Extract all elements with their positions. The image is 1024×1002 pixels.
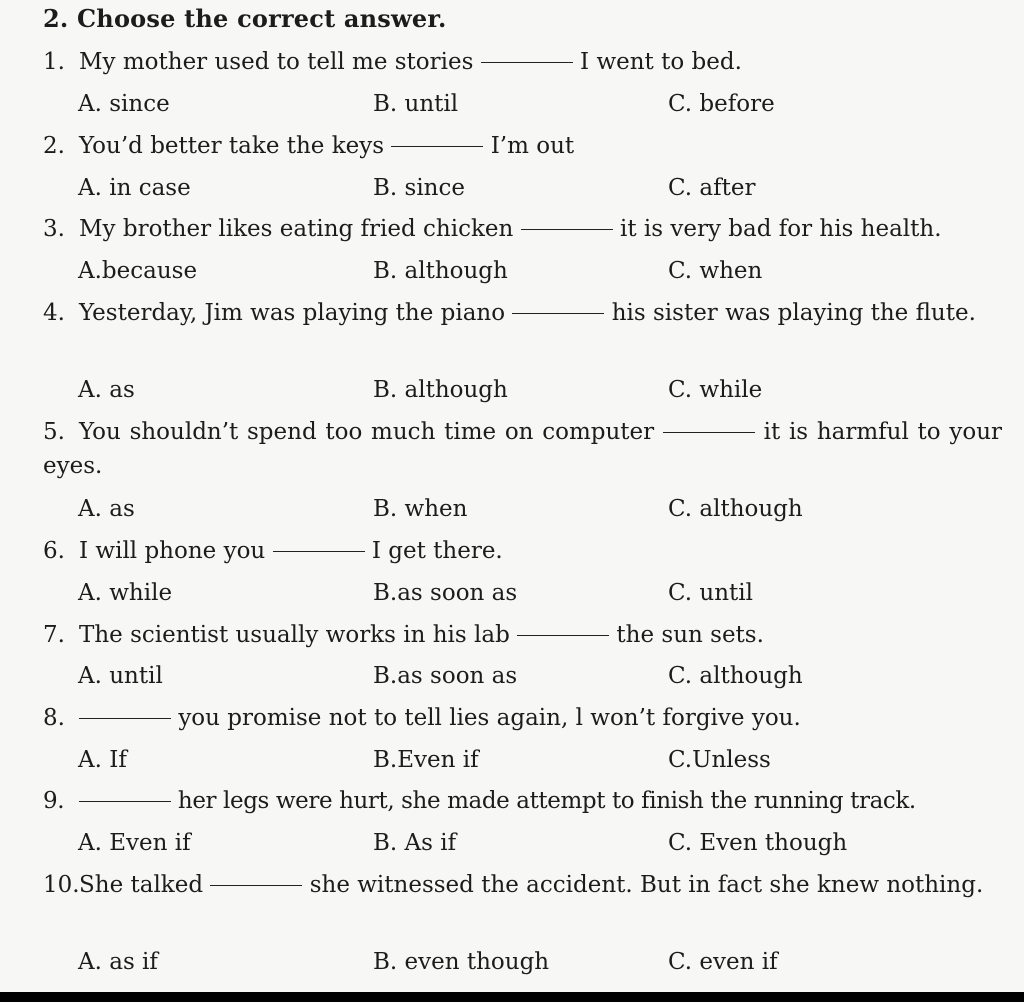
question-6 [43,534,1002,568]
option-a: A. in case [78,175,191,201]
option-b: B. although [373,377,508,403]
question-text-after: she witnessed the accident. But in fact she knew nothing. [309,872,984,898]
answer-blank [391,146,483,147]
question-number: 7. [43,622,65,648]
option-b: B. when [373,496,468,522]
question-number: 6. [43,538,65,564]
options-1 [0,87,1024,121]
question-number: 9. [43,788,65,814]
question-text-after: I get there. [371,538,503,564]
option-a: A. as [78,496,135,522]
option-a: A. Even if [78,830,191,856]
question-text-after: the sun sets. [616,622,764,648]
question-1 [43,45,1002,79]
question-7 [43,618,1002,652]
question-text-after: I’m out [490,133,575,159]
question-text-before: You’d better take the keys [79,133,385,159]
option-a: A. If [78,747,127,773]
option-c: C.Unless [668,747,771,773]
question-3 [43,212,1002,246]
question-5 [43,415,1002,483]
question-text-before: The scientist usually works in his lab [79,622,510,648]
option-c: C. even if [668,949,778,975]
option-a: A. until [78,663,163,689]
option-a: A. while [78,580,173,606]
answer-blank [512,313,604,314]
question-text-before: You shouldn’t spend too much time on computer [79,419,655,445]
option-c: C. before [668,91,775,117]
options-10 [0,945,1024,979]
exercise-heading: 2. Choose the correct answer. [43,4,447,33]
question-number: 3. [43,216,65,242]
answer-blank [210,885,302,886]
option-a: A. since [78,91,170,117]
options-5 [0,492,1024,526]
question-8 [43,701,1002,735]
answer-blank [521,229,613,230]
answer-blank [481,62,573,63]
question-number: 2. [43,133,65,159]
answer-blank [79,801,171,802]
question-text-after: you promise not to tell lies again, l won’t forgive you. [178,705,801,731]
option-c: C. when [668,258,763,284]
question-10 [43,868,1002,902]
question-text-after: I went to bed. [580,49,742,75]
option-a: A.because [78,258,198,284]
question-text-before: She talked [79,872,204,898]
question-number: 1. [43,49,65,75]
question-text-before: Yesterday, Jim was playing the piano [79,300,506,326]
option-b: B. although [373,258,508,284]
option-c: C. until [668,580,753,606]
option-c: C. although [668,663,803,689]
option-b: B.as soon as [373,580,518,606]
options-9 [0,826,1024,860]
option-b: B. until [373,91,459,117]
answer-blank [273,551,365,552]
answer-blank [517,635,609,636]
question-text-before: My brother likes eating fried chicken [79,216,514,242]
option-a: A. as if [78,949,158,975]
option-c: C. while [668,377,763,403]
question-9 [43,784,1002,818]
options-7 [0,659,1024,693]
option-b: B. As if [373,830,457,856]
option-a: A. as [78,377,135,403]
option-c: C. Even though [668,830,848,856]
answer-blank [79,718,171,719]
bottom-edge-bar [0,992,1024,1002]
option-b: B.as soon as [373,663,518,689]
options-6 [0,576,1024,610]
question-number: 4. [43,300,65,326]
options-3 [0,254,1024,288]
question-4 [43,296,1002,330]
question-text-after: it is harmful to your eyes. [43,419,1003,479]
option-c: C. after [668,175,756,201]
options-4 [0,373,1024,407]
option-b: B. even though [373,949,550,975]
option-b: B.Even if [373,747,479,773]
question-text-after: his sister was playing the flute. [611,300,976,326]
options-8 [0,743,1024,777]
question-text-before: I will phone you [79,538,266,564]
option-b: B. since [373,175,465,201]
question-2 [43,129,1002,163]
option-c: C. although [668,496,803,522]
question-text-before: My mother used to tell me stories [79,49,474,75]
question-number: 10. [43,872,80,898]
question-number: 5. [43,419,65,445]
answer-blank [663,432,755,433]
question-text-after: it is very bad for his health. [619,216,942,242]
question-text-after: her legs were hurt, she made attempt to finish the running track. [177,788,916,814]
question-number: 8. [43,705,65,731]
options-2 [0,171,1024,205]
